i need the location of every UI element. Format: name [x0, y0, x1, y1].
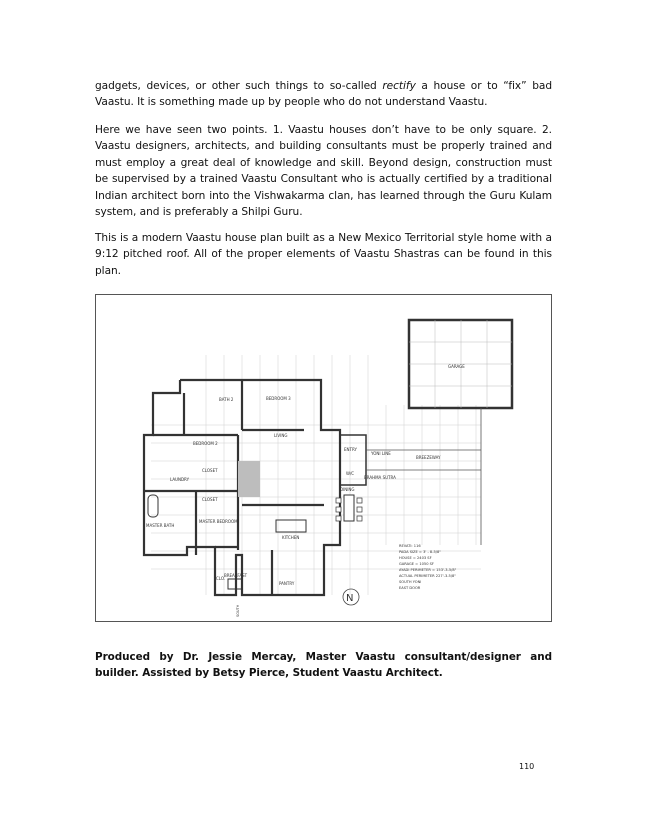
- page-number: 110: [519, 762, 535, 771]
- caption-text: Produced by Dr. Jessie Mercay, Master Vaastu consultant/designer and builder. Assisted by Betsy Pierce, Student Vaastu Architect.: [95, 651, 552, 680]
- label-pantry: PANTRY: [279, 581, 295, 586]
- paragraph-3: [95, 230, 552, 279]
- floor-plan-drawing: [96, 295, 553, 623]
- north-label: N: [346, 593, 354, 604]
- note-5: ACTUAL PERIMETER 227'-3-5/8": [399, 574, 456, 578]
- label-closet-1: CLOSET: [202, 468, 218, 473]
- south-label: SOUTH: [236, 604, 240, 617]
- note-1: PADA SIZE = 3' - 8-5/8": [399, 550, 441, 554]
- label-garage: GARAGE: [448, 364, 465, 369]
- figure-caption: [95, 649, 552, 682]
- label-closet-2: CLOSET: [202, 497, 218, 502]
- paragraph-2: [95, 122, 552, 220]
- paragraph-1-text-b: a house or to “fix” bad Vaastu. It is something made up by people who do not understand Vaastu.: [95, 80, 552, 109]
- label-bath-2: BATH 2: [219, 397, 234, 402]
- bathtub: [148, 495, 158, 517]
- label-yoni-line: YONI LINE: [371, 451, 391, 456]
- label-clo: CLO.: [216, 576, 226, 581]
- paragraph-1-text-a: gadgets, devices, or other such things to so-called: [95, 80, 383, 92]
- paragraph-1-italic: rectify: [382, 80, 416, 92]
- paragraph-1: [95, 78, 552, 111]
- label-living: LIVING: [274, 433, 288, 438]
- brahma-sthan: [238, 461, 260, 497]
- label-breakfast: BREAKFAST: [224, 573, 248, 578]
- label-breezeway: BREEZEWAY: [416, 455, 441, 460]
- dining-table: [336, 495, 362, 521]
- label-brahma-sutra: BRAHMA SUTRA: [364, 475, 396, 480]
- label-laundry: LAUNDRY: [170, 477, 190, 482]
- floor-plan-figure: [95, 294, 552, 622]
- entry-walls: [340, 435, 366, 485]
- paragraph-2-text: Here we have seen two points. 1. Vaastu houses don’t have to be only square. 2. Vaastu designers, architects, and building consultants must be properly trained and must employ a great deal of knowledge and skill. Beyond design, construction must be supervised by a trained Vaastu Consultant who is actually certified by a traditional Indian architect born into the Vishwakarma clan, has learned through the Guru Kulam system, and is preferably a Shilpi Guru.: [95, 124, 552, 219]
- label-entry: ENTRY: [344, 447, 357, 452]
- note-2: HOUSE = 2403 SF: [399, 556, 432, 560]
- note-3: GARAGE = 1050 SF: [399, 562, 434, 566]
- label-w-c: W/C: [346, 471, 355, 476]
- note-6: SOUTH YONI: [399, 580, 422, 584]
- label-master-bedroom: MASTER BEDROOM: [199, 519, 238, 524]
- north-arrow-icon: [343, 589, 359, 605]
- label-master-bath: MASTER BATH: [146, 523, 175, 528]
- note-7: EAST DOOR: [399, 586, 421, 590]
- label-bedroom-3: BEDROOM 3: [266, 396, 291, 401]
- label-dining: DINING: [340, 487, 355, 492]
- note-4: AYADI PERIMETER = 153'-3-5/8": [399, 568, 457, 572]
- label-bedroom-2: BEDROOM 2: [193, 441, 218, 446]
- paragraph-3-text: This is a modern Vaastu house plan built as a New Mexico Territorial style home with a 9:12 pitched roof. All of the proper elements of Vaastu Shastras can be found in this plan.: [95, 232, 552, 277]
- kitchen-island: [276, 520, 306, 532]
- label-kitchen: KITCHEN: [282, 535, 300, 540]
- note-0: REVATI: 116: [399, 544, 421, 548]
